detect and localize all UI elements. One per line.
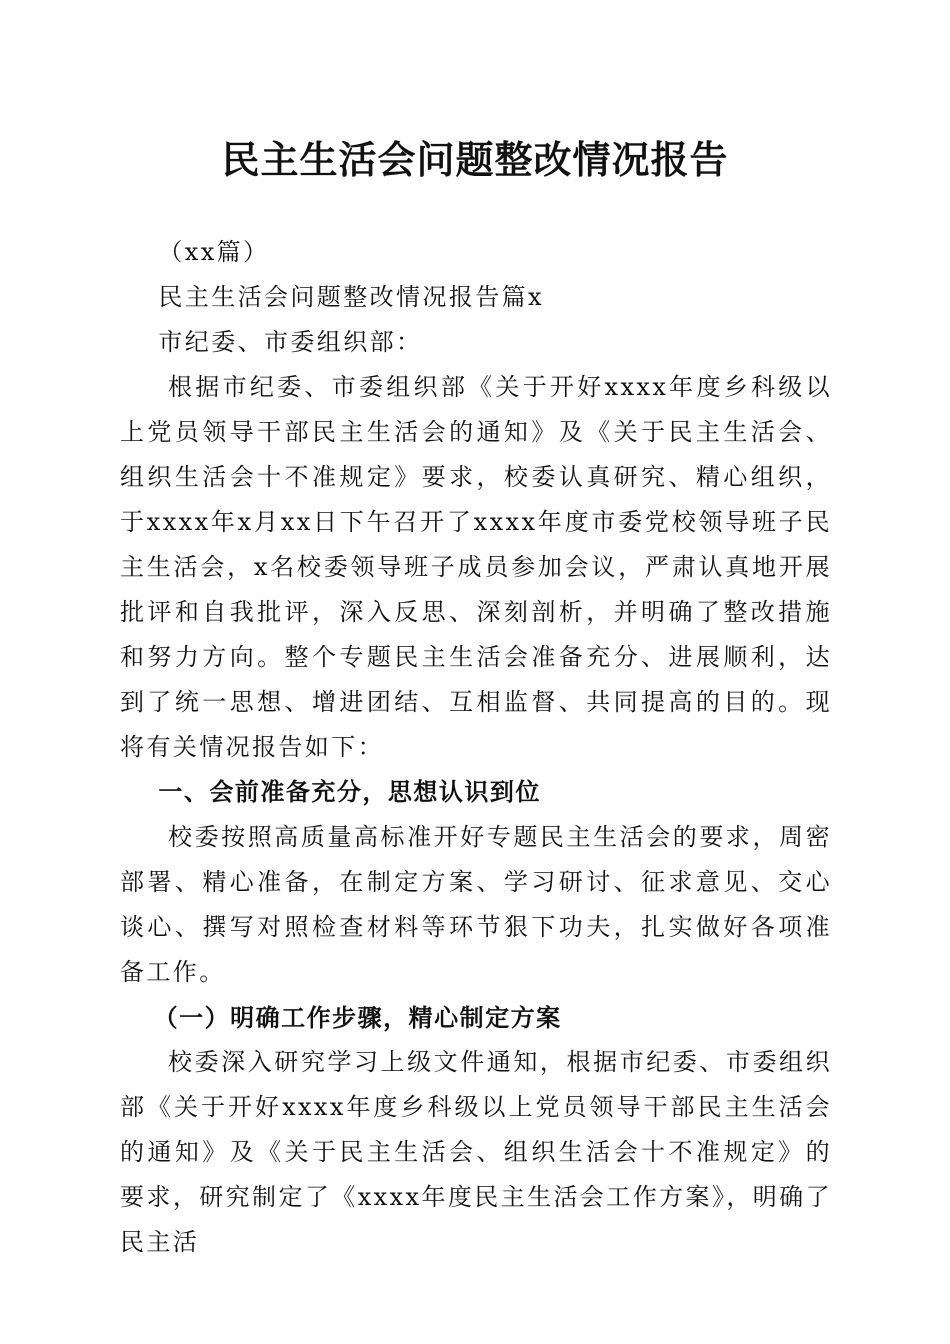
subsection-1-heading: （一）明确工作步骤，精心制定方案 — [153, 1003, 562, 1032]
document-title: 民主生活会问题整改情况报告 — [221, 137, 729, 182]
addressee: 市纪委、市委组织部： — [158, 328, 423, 356]
document-body — [120, 230, 832, 1265]
subsection-1-paragraph: 校委深入研究学习上级文件通知，根据市纪委、市委组织部《关于开好xxxx年度乡科级以上党员领导干部民主生活会的通知》及《关于民主生活会、组织生活会十不准规定》的要求，研究制定了《xxxx年度民主生活会工作方案》，明确了民主活 — [120, 1048, 832, 1256]
subtitle: （xx篇） — [158, 238, 270, 266]
section-1-heading: 一、会前准备充分，思想认识到位 — [158, 778, 541, 806]
doc-heading: 民主生活会问题整改情况报告篇x — [158, 283, 544, 311]
section-1-paragraph: 校委按照高质量高标准开好专题民主生活会的要求，周密部署、精心准备，在制定方案、学习研讨、征求意见、交心谈心、撰写对照检查材料等环节狠下功夫，扎实做好各项准备工作。 — [120, 823, 832, 986]
intro-paragraph: 根据市纪委、市委组织部《关于开好xxxx年度乡科级以上党员领导干部民主生活会的通知》及《关于民主生活会、组织生活会十不准规定》要求，校委认真研究、精心组织，于xxxx年x月xx日下午召开了xxxx年度市委党校领导班子民主生活会，x名校委领导班子成员参加会议，严肃认真地开展批评和自我批评，深入反思、深刻剖析，并明确了整改措施和努力方向。整个专题民主生活会准备充分、进展顺利，达到了统一思想、增进团结、互相监督、共同提高的目的。现将有关情况报告如下： — [120, 373, 832, 761]
